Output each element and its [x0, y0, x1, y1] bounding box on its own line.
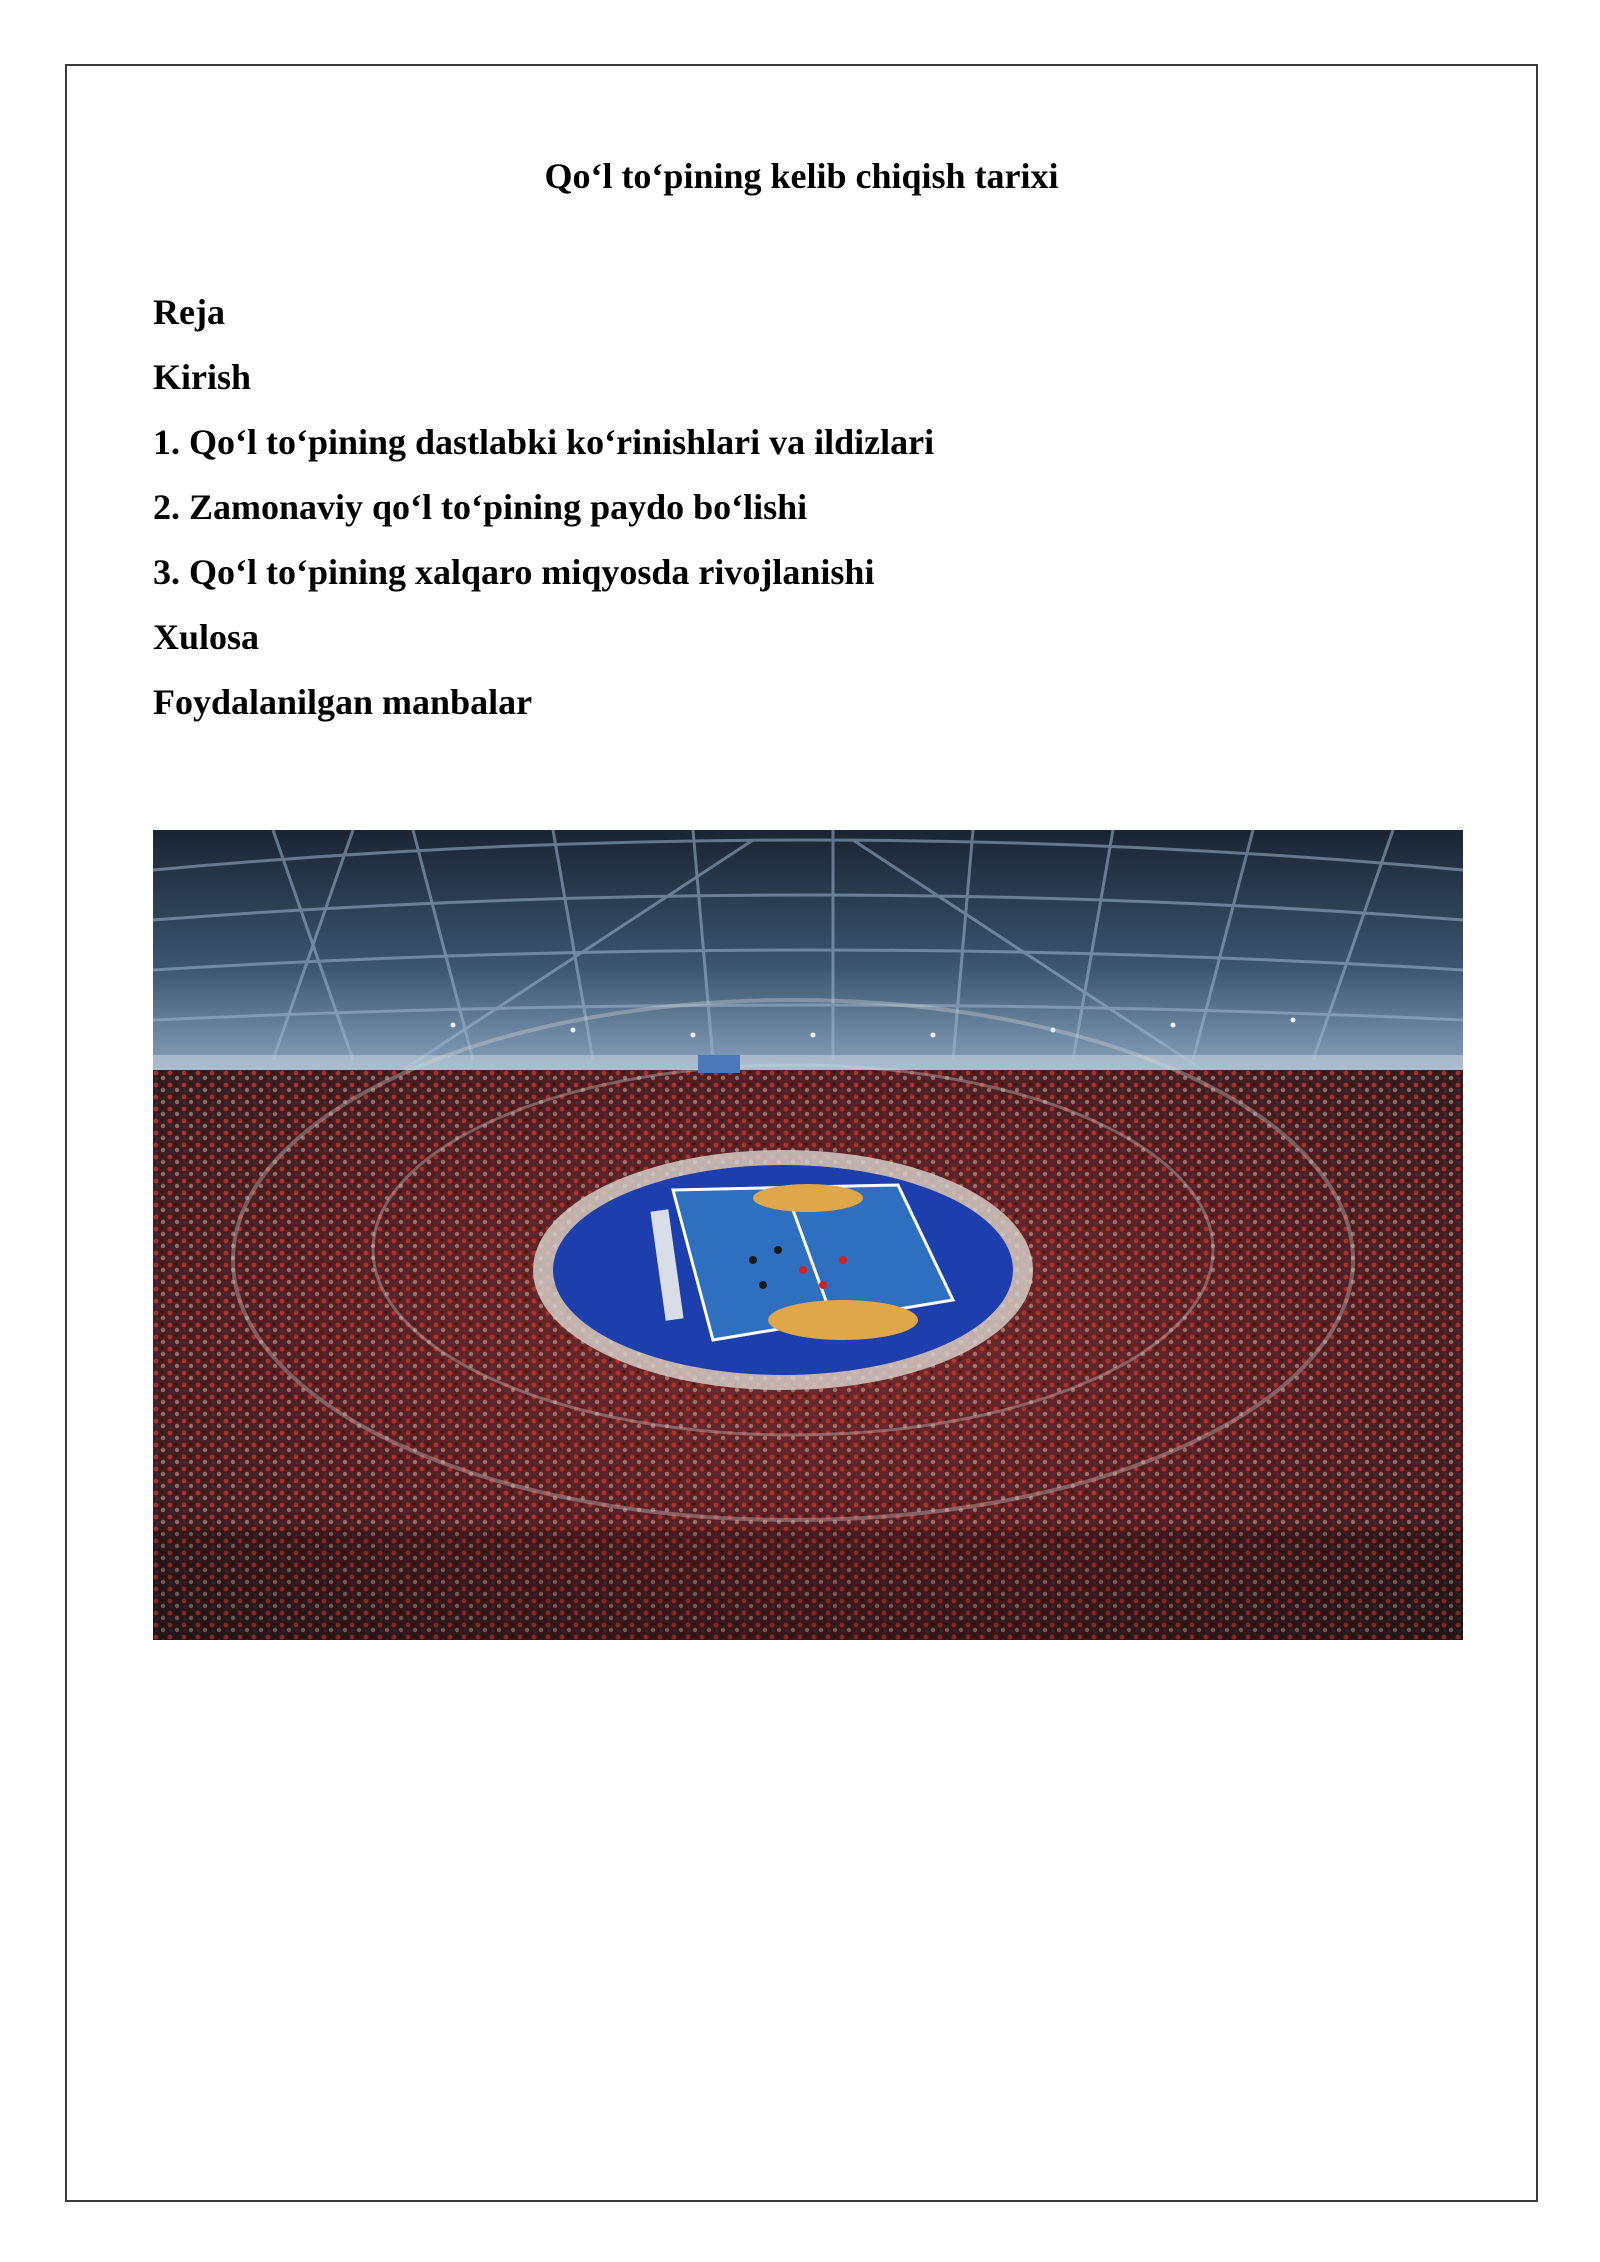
document-title: Qo‘l to‘pining kelib chiqish tarixi: [544, 156, 1059, 196]
toc-item-2: 2. Zamonaviy qo‘l to‘pining paydo bo‘lishi: [153, 487, 808, 527]
scoreboard: [698, 1055, 740, 1073]
table-of-contents: [153, 280, 934, 735]
roof-structure: [153, 830, 1463, 1080]
toc-item-1: 1. Qo‘l to‘pining dastlabki ko‘rinishlari va ildizlari: [153, 422, 935, 462]
toc-item-3: 3. Qo‘l to‘pining xalqaro miqyosda rivojlanishi: [153, 552, 875, 592]
toc-item-xulosa: Xulosa: [153, 617, 260, 657]
toc-item-manbalar: Foydalanilgan manbalar: [153, 682, 533, 722]
goal-area-far: [753, 1184, 863, 1212]
goal-area-near: [768, 1300, 918, 1340]
toc-heading-reja: Reja: [153, 292, 225, 332]
handball-arena-photo: [153, 830, 1463, 1640]
toc-item-kirish: Kirish: [153, 357, 252, 397]
